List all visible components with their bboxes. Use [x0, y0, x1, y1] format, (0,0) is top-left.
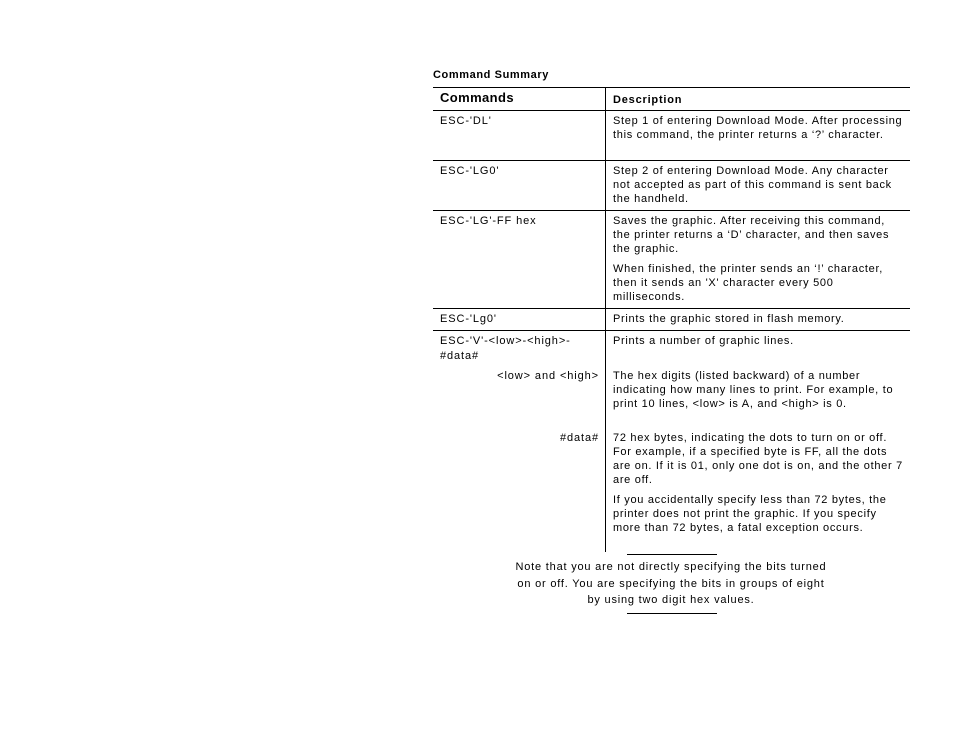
- description-cell: [606, 331, 910, 366]
- description-text: The hex digits (listed backward) of a number indicating how many lines to print. For example, to print 10 lines, <low> is A, and <high> is 0.: [613, 370, 894, 410]
- note-bottom-rule: [627, 613, 717, 614]
- note-line: by using two digit hex values.: [587, 594, 755, 606]
- table-header: [433, 88, 910, 111]
- description-text: Prints a number of graphic lines.: [613, 335, 794, 347]
- section-title: Command Summary: [433, 69, 549, 81]
- description-text: When finished, the printer sends an ‘!’ character, then it sends an 'X' character every 500 milliseconds.: [613, 263, 883, 303]
- description-cell: [606, 211, 910, 308]
- description-text: Saves the graphic. After receiving this command, the printer returns a ‘D’ character, and then saves the graphic.: [613, 215, 890, 255]
- description-text: If you accidentally specify less than 72 bytes, the printer does not print the graphic. If you specify more than 72 bytes, a fatal exception occurs.: [613, 494, 887, 534]
- table-row: [433, 111, 910, 161]
- table-row: [433, 211, 910, 309]
- table-row: [433, 331, 910, 366]
- note-line: Note that you are not directly specifying the bits turned: [515, 561, 827, 573]
- command-cell: ESC-'LG'-FF hex: [433, 211, 606, 308]
- description-cell: [606, 428, 910, 552]
- note: [490, 559, 852, 609]
- note-top-rule: [627, 554, 717, 555]
- command-cell: ESC-'DL': [433, 111, 606, 160]
- description-text: Step 1 of entering Download Mode. After processing this command, the printer returns a ‘?’ character.: [613, 115, 903, 141]
- command-cell: ESC-'V'-<low>-<high>-#data#: [433, 331, 606, 366]
- description-cell: [606, 366, 910, 428]
- command-cell: ESC-'LG0': [433, 161, 606, 210]
- table-row: [433, 366, 910, 428]
- table-row: [433, 161, 910, 211]
- description-cell: [606, 309, 910, 330]
- description-text: 72 hex bytes, indicating the dots to turn on or off. For example, if a specified byte is FF, all the dots are on. If it is 01, only one dot is on, and the other 7 are off.: [613, 432, 903, 486]
- header-commands: Commands: [433, 88, 606, 110]
- description-text: Prints the graphic stored in flash memory.: [613, 313, 845, 325]
- description-cell: [606, 111, 910, 160]
- description-text: Step 2 of entering Download Mode. Any character not accepted as part of this command is sent back the handheld.: [613, 165, 892, 205]
- sub-command-cell: #data#: [433, 428, 606, 552]
- command-cell: ESC-'Lg0': [433, 309, 606, 330]
- note-line: on or off. You are specifying the bits in groups of eight: [517, 577, 825, 590]
- sub-command-cell: <low> and <high>: [433, 366, 606, 428]
- command-summary-table: [433, 87, 910, 552]
- description-cell: [606, 161, 910, 210]
- table-row: [433, 309, 910, 331]
- table-row: [433, 428, 910, 552]
- header-description: Description: [613, 94, 683, 106]
